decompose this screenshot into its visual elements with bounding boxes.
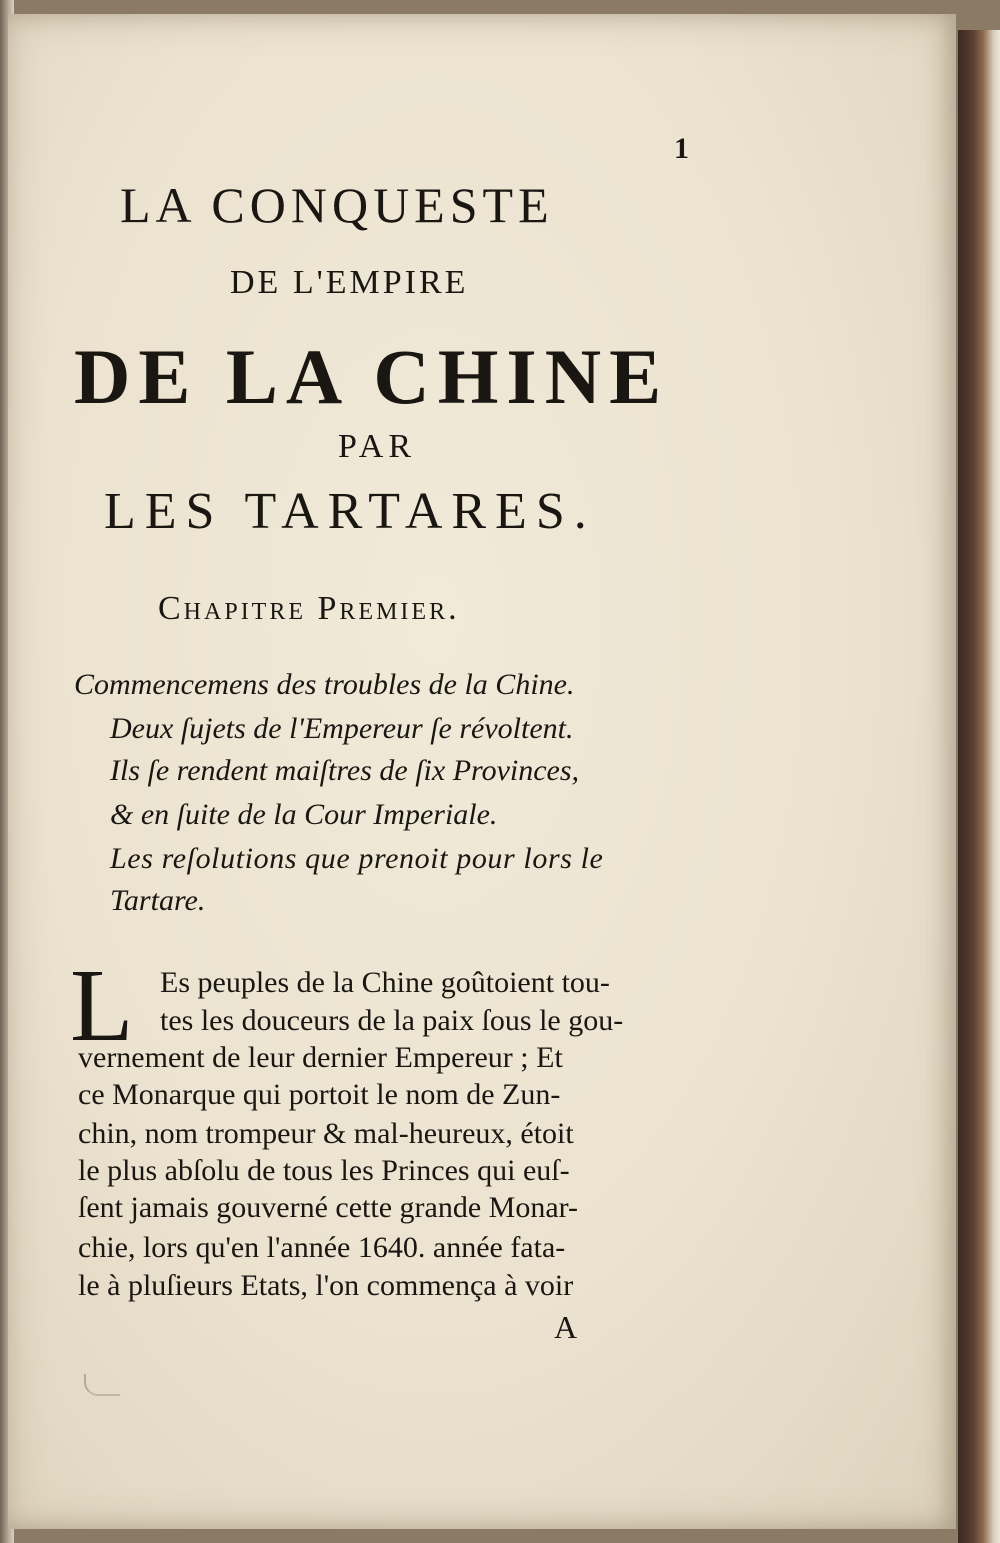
ink-smudge — [84, 1374, 120, 1396]
title-line-4: PAR — [338, 428, 417, 465]
summary-line: Ils ſe rendent maiſtres de ſix Provinces, — [110, 754, 580, 787]
page-edges — [958, 30, 1000, 1543]
title-line-3: DE LA CHINE — [74, 333, 670, 420]
summary-line: & en ſuite de la Cour Imperiale. — [110, 798, 498, 831]
book-page — [8, 14, 956, 1529]
title-line-5: LES TARTARES. — [104, 483, 596, 540]
summary-line: Deux ſujets de l'Empereur ſe révoltent. — [110, 712, 574, 745]
page-number: 1 — [674, 132, 689, 165]
body-line: ce Monarque qui portoit le nom de Zun- — [78, 1078, 561, 1111]
body-line: chie, lors qu'en l'année 1640. année fata- — [78, 1231, 566, 1264]
title-line-1: LA CONQUESTE — [120, 177, 554, 233]
drop-cap: L — [70, 948, 134, 1063]
body-line: ſent jamais gouverné cette grande Monar- — [78, 1191, 579, 1224]
chapter-heading: Chapitre Premier. — [158, 590, 460, 627]
body-line: tes les douceurs de la paix ſous le gou- — [160, 1004, 624, 1037]
signature-mark: A — [554, 1309, 578, 1345]
body-line: chin, nom trompeur & mal-heureux, étoit — [78, 1117, 574, 1150]
body-line: le plus abſolu de tous les Princes qui euſ- — [78, 1154, 570, 1187]
summary-line: Commencemens des troubles de la Chine. — [74, 668, 575, 701]
summary-line: Tartare. — [110, 884, 206, 917]
title-line-2: DE L'EMPIRE — [230, 264, 469, 301]
body-line: Es peuples de la Chine goûtoient tou- — [160, 966, 610, 999]
body-line: le à pluſieurs Etats, l'on commença à voir — [78, 1269, 574, 1302]
summary-line: Les reſolutions que prenoit pour lors le — [110, 842, 604, 875]
body-line: vernement de leur dernier Empereur ; Et — [78, 1041, 563, 1074]
